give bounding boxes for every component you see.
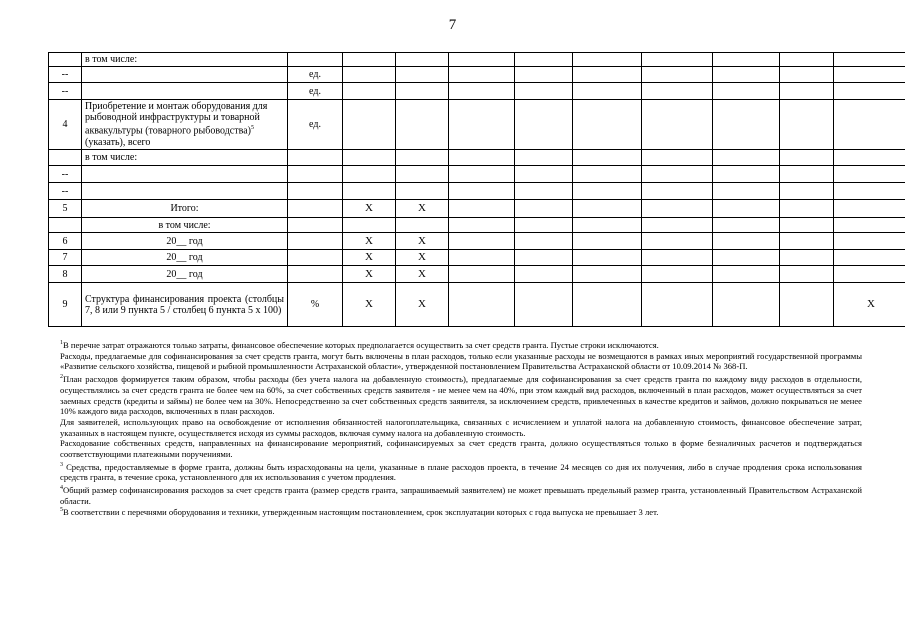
value-cell — [834, 183, 905, 200]
value-cell — [449, 83, 515, 100]
table-row — [49, 53, 905, 67]
value-cell — [642, 218, 713, 233]
value-cell — [573, 266, 642, 283]
value-cell — [834, 266, 905, 283]
value-cell — [713, 200, 780, 218]
row-number-cell — [49, 53, 82, 67]
value-cell — [449, 266, 515, 283]
value-cell — [780, 250, 834, 266]
value-cell — [515, 100, 573, 150]
value-cell: X — [343, 266, 396, 283]
value-cell — [834, 218, 905, 233]
value-cell — [642, 67, 713, 83]
table-row — [49, 166, 905, 183]
value-cell — [343, 53, 396, 67]
value-cell — [396, 150, 449, 166]
value-cell — [834, 150, 905, 166]
table-row — [49, 233, 905, 250]
unit-cell — [288, 266, 343, 283]
value-cell — [573, 183, 642, 200]
table-row — [49, 67, 905, 83]
value-cell — [449, 250, 515, 266]
item-name-cell — [82, 83, 288, 100]
value-cell — [343, 83, 396, 100]
value-cell — [449, 150, 515, 166]
value-cell — [573, 150, 642, 166]
value-cell — [449, 200, 515, 218]
value-cell — [573, 83, 642, 100]
value-cell — [515, 166, 573, 183]
value-cell: X — [343, 200, 396, 218]
value-cell — [834, 67, 905, 83]
footnotes — [60, 340, 862, 517]
value-cell — [642, 200, 713, 218]
value-cell — [515, 266, 573, 283]
value-cell — [449, 166, 515, 183]
row-number-cell — [49, 150, 82, 166]
value-cell — [396, 100, 449, 150]
value-cell — [573, 200, 642, 218]
value-cell — [343, 100, 396, 150]
value-cell — [780, 233, 834, 250]
value-cell — [515, 150, 573, 166]
footnote-2 — [60, 374, 862, 417]
value-cell — [396, 53, 449, 67]
value-cell — [515, 53, 573, 67]
unit-cell — [288, 250, 343, 266]
unit-cell — [288, 200, 343, 218]
value-cell — [780, 283, 834, 327]
value-cell — [834, 100, 905, 150]
value-cell — [573, 67, 642, 83]
value-cell — [515, 283, 573, 327]
value-cell — [780, 83, 834, 100]
value-cell: X — [343, 283, 396, 327]
value-cell — [834, 200, 905, 218]
value-cell: X — [396, 233, 449, 250]
value-cell — [449, 53, 515, 67]
footnote-3 — [60, 462, 862, 483]
row-number-cell: -- — [49, 67, 82, 83]
footnote-4 — [60, 485, 862, 506]
value-cell — [834, 250, 905, 266]
value-cell — [343, 166, 396, 183]
footnote-text: В соответствии с перечнями оборудования и техники, утвержденным настоящим постановлением, срок эксплуатации которых с года выпуска не превышает 3 лет. — [63, 506, 659, 517]
value-cell — [780, 166, 834, 183]
unit-cell: ед. — [288, 100, 343, 150]
item-name-text: Приобретение и монтаж оборудования для рыбоводной инфраструктуры и товарной аквакультуры (товарного рыбоводства) — [85, 101, 268, 137]
value-cell — [573, 218, 642, 233]
item-name-cell — [82, 166, 288, 183]
row-number-cell: 5 — [49, 200, 82, 218]
table-row — [49, 200, 905, 218]
row-number-cell: -- — [49, 83, 82, 100]
value-cell — [573, 250, 642, 266]
value-cell — [713, 283, 780, 327]
value-cell: X — [834, 283, 905, 327]
footnote-marker: 3 — [60, 461, 63, 468]
unit-cell: % — [288, 283, 343, 327]
value-cell — [573, 53, 642, 67]
value-cell — [642, 250, 713, 266]
value-cell — [642, 233, 713, 250]
row-number-cell — [49, 218, 82, 233]
value-cell — [713, 150, 780, 166]
value-cell: X — [396, 200, 449, 218]
value-cell: X — [396, 250, 449, 266]
unit-cell — [288, 150, 343, 166]
value-cell — [642, 283, 713, 327]
footnote-marker: 2 — [60, 374, 63, 381]
unit-cell — [288, 53, 343, 67]
value-cell — [396, 218, 449, 233]
value-cell: X — [396, 283, 449, 327]
item-name-cell: в том числе: — [82, 150, 288, 166]
value-cell: X — [343, 250, 396, 266]
value-cell — [642, 150, 713, 166]
row-number-cell: 7 — [49, 250, 82, 266]
value-cell — [834, 83, 905, 100]
value-cell — [515, 218, 573, 233]
value-cell — [642, 100, 713, 150]
value-cell — [573, 166, 642, 183]
unit-cell — [288, 218, 343, 233]
value-cell — [396, 183, 449, 200]
expense-plan-table — [48, 52, 905, 327]
value-cell — [573, 100, 642, 150]
table-body — [49, 53, 905, 327]
value-cell — [713, 67, 780, 83]
value-cell — [834, 233, 905, 250]
footnote-marker: 1 — [60, 340, 63, 347]
row-number-cell: 9 — [49, 283, 82, 327]
value-cell — [449, 233, 515, 250]
unit-cell: ед. — [288, 83, 343, 100]
value-cell — [834, 166, 905, 183]
value-cell — [343, 218, 396, 233]
value-cell — [713, 100, 780, 150]
value-cell — [396, 166, 449, 183]
value-cell — [642, 83, 713, 100]
footnote-2-payment-paragraph: Расходование собственных средств, направленных на финансирование мероприятий, софинансируемых за счет средств гранта, должно осуществляться только в форме безналичных расчетов и подтверждаться соответствующими платежными поручениями. — [60, 438, 862, 460]
value-cell — [713, 233, 780, 250]
footnote-marker: 4 — [60, 485, 63, 492]
value-cell — [780, 150, 834, 166]
value-cell — [780, 53, 834, 67]
footnote-2-vat-paragraph: Для заявителей, использующих право на освобождение от исполнения обязанностей налогоплательщика, связанных с исчислением и уплатой налога на добавленную стоимость, финансовое обеспечение затрат, указанных в настоящем пункте, осуществляется исходя из суммы расходов, включая сумму налога на добавленную стоимость. — [60, 416, 862, 438]
table-row — [49, 266, 905, 283]
item-name-cell: Структура финансирования проекта (столбцы 7, 8 или 9 пункта 5 / столбец 6 пункта 5 x 100) — [82, 283, 288, 327]
table-row — [49, 150, 905, 166]
value-cell — [515, 250, 573, 266]
value-cell — [780, 266, 834, 283]
value-cell — [515, 67, 573, 83]
table-row — [49, 218, 905, 233]
footnote-marker: 5 — [60, 506, 63, 513]
row-number-cell: -- — [49, 183, 82, 200]
value-cell — [573, 233, 642, 250]
footnote-text: Средства, предоставляемые в форме гранта, должны быть израсходованы на цели, указанные в плане расходов проекта, в течение 24 месяцев со дня их получения, либо в случае продления срока использования средств гранта, в течение срока, установленного для их использования с учетом продления. — [60, 461, 862, 483]
row-number-cell: 6 — [49, 233, 82, 250]
footnote-1 — [60, 340, 862, 351]
value-cell — [642, 53, 713, 67]
unit-cell — [288, 233, 343, 250]
row-number-cell: 8 — [49, 266, 82, 283]
page-number: 7 — [448, 17, 457, 33]
value-cell — [713, 250, 780, 266]
value-cell — [343, 150, 396, 166]
value-cell — [396, 67, 449, 83]
item-name-cell — [82, 67, 288, 83]
item-name-cell: 20__ год — [82, 233, 288, 250]
item-name-cell: 20__ год — [82, 250, 288, 266]
footnote-text: В перечне затрат отражаются только затраты, финансовое обеспечение которых предполагается осуществить за счет средств гранта. Пустые строки исключаются. — [63, 340, 659, 350]
value-cell — [515, 233, 573, 250]
value-cell — [449, 183, 515, 200]
unit-cell: ед. — [288, 67, 343, 83]
item-name-cell: 20__ год — [82, 266, 288, 283]
footnote-5 — [60, 507, 862, 518]
value-cell — [713, 266, 780, 283]
row-number-cell: 4 — [49, 100, 82, 150]
table-row — [49, 250, 905, 266]
value-cell — [573, 283, 642, 327]
table-row — [49, 183, 905, 200]
value-cell — [396, 83, 449, 100]
value-cell — [780, 200, 834, 218]
value-cell — [713, 83, 780, 100]
row-number-cell: -- — [49, 166, 82, 183]
footnote-text: План расходов формируется таким образом, чтобы расходы (без учета налога на добавленную стоимость), предлагаемые для софинансирования за счет средств гранта по каждому виду расходов в отдельности, осуществлялись за счет средств гранта не более чем на 60%, за счет собственных средств заявителя - не менее чем на 40%, при этом каждый вид расходов, включенный в план расходов, может осуществляться за счет заемных средств (кредиты и займы) не более чем на 30%. Непосредственно за счет собственных средств заявителя, за исключением средств, привлеченных в качестве кредитов и займов, должно покрываться не менее 10% каждого вида расходов, включенных в план расходов. — [60, 374, 862, 417]
value-cell: X — [343, 233, 396, 250]
footnote-marker: 5 — [250, 125, 254, 132]
table-row — [49, 83, 905, 100]
value-cell — [713, 166, 780, 183]
value-cell — [642, 183, 713, 200]
unit-cell — [288, 183, 343, 200]
item-name-cell — [82, 100, 288, 150]
value-cell — [780, 100, 834, 150]
value-cell — [713, 218, 780, 233]
value-cell — [780, 67, 834, 83]
table-row — [49, 283, 905, 327]
item-name-cell: в том числе: — [82, 53, 288, 67]
value-cell — [515, 183, 573, 200]
value-cell — [642, 166, 713, 183]
value-cell — [515, 200, 573, 218]
value-cell — [642, 266, 713, 283]
unit-cell — [288, 166, 343, 183]
item-name-cell: в том числе: — [82, 218, 288, 233]
value-cell — [780, 218, 834, 233]
item-name-cell: Итого: — [82, 200, 288, 218]
value-cell — [834, 53, 905, 67]
value-cell — [343, 183, 396, 200]
item-name-cell — [82, 183, 288, 200]
value-cell — [515, 83, 573, 100]
value-cell — [713, 53, 780, 67]
value-cell — [343, 67, 396, 83]
value-cell — [449, 283, 515, 327]
value-cell: X — [396, 266, 449, 283]
value-cell — [449, 100, 515, 150]
value-cell — [780, 183, 834, 200]
footnote-1-continuation: Расходы, предлагаемые для софинансирования за счет средств гранта, могут быть включены в план расходов, только если указанные расходы не возмещаются в рамках иных мероприятий государственной программы «Развитие сельского хозяйства, пищевой и рыбной промышленности Астраханской области», утвержденной постановлением Правительства Астраханской области от 10.09.2014 № 368-П. — [60, 350, 862, 372]
value-cell — [449, 218, 515, 233]
value-cell — [713, 183, 780, 200]
table-row — [49, 100, 905, 150]
item-name-tail: (указать), всего — [85, 136, 151, 148]
footnote-text: Общий размер софинансирования расходов за счет средств гранта (размер средств гранта, запрашиваемый заявителем) не может превышать предельный размер гранта, установленный Правительством Астраханской области. — [60, 485, 862, 506]
value-cell — [449, 67, 515, 83]
